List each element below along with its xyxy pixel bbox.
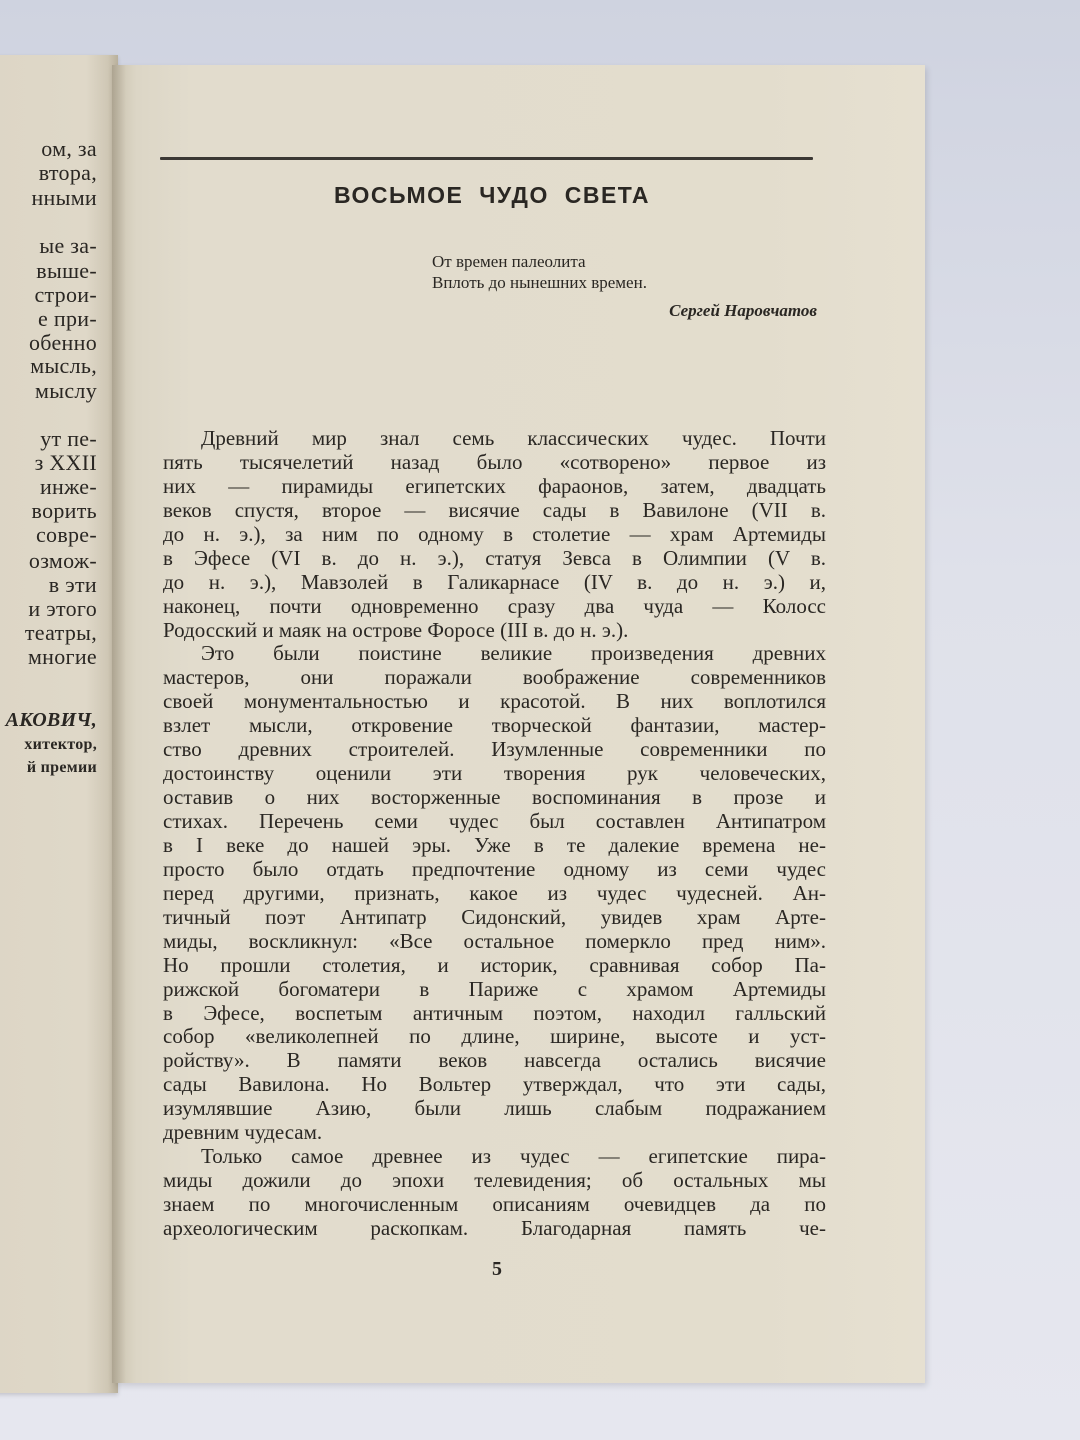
chapter-title: ВОСЬМОЕ ЧУДО СВЕТА [333,182,650,208]
body-text [163,427,826,1241]
left-page-line: й премии [26,759,97,776]
body-line: пять тысячелетий назад было «сотворено» первое из [163,449,826,474]
left-page-line: выше- [36,258,97,283]
left-page-line: з XXII [34,450,97,475]
body-line: древним чудесам. [163,1120,323,1145]
body-line: достоинству оценили эти творения рук человеческих, [163,761,826,786]
body-line: собор «великолепней по длине, ширине, высоте и уст- [163,1024,826,1049]
body-line: в Эфесе (VI в. до н. э.), статуя Зевса в Олимпии (V в. [163,545,826,570]
left-page-line: ворить [31,498,97,523]
left-page-line: ут пе- [40,426,97,451]
left-page-line: строи- [34,282,97,307]
left-page-line: хитектор, [24,736,97,753]
body-line: рижской богоматери в Париже с храмом Артемиды [163,976,826,1001]
body-line: в I веке до нашей эры. Уже в те далекие времена не- [163,832,826,857]
body-line: своей монументальностью и красотой. В них воплотился [163,689,826,714]
left-page-line: ые за- [39,233,97,258]
left-page-line: ом, за [41,136,97,161]
epigraph-line: Вплоть до нынешних времен. [432,273,647,292]
body-line: наконец, почти одновременно сразу два чуда — Колосс [163,593,826,618]
body-line: Древний мир знал семь классических чудес. Почти [201,426,826,450]
body-line: до н. э.), Мавзолей в Галикарнасе (IV в. до н. э.) и, [163,569,826,594]
body-line: взлет мысли, откровение творческой фантазии, мастер- [163,713,826,738]
body-line: перед другими, признать, какое из чудес чудесней. Ан- [163,880,826,905]
body-line: ройству». В памяти веков навсегда остались висячие [163,1048,826,1073]
body-line: просто было отдать предпочтение одному из семи чудес [163,856,826,881]
body-line: миды дожили до эпохи телевидения; об остальных мы [163,1168,826,1193]
left-page-line: АКОВИЧ, [5,709,97,731]
left-page-line: театры, [24,620,97,645]
left-page-line: совре- [35,522,97,547]
left-page-line: е при- [38,306,97,331]
body-line: в Эфесе, воспетым античным поэтом, находил галльский [163,1000,826,1025]
body-line: них — пирамиды египетских фараонов, затем, двадцать [163,473,826,498]
body-line: тичный поэт Антипатр Сидонский, увидев храм Арте- [163,904,826,929]
left-page-line: в эти [48,572,97,597]
left-page-line: нными [31,185,97,210]
body-line: ство древних строителей. Изумленные современники по [163,737,826,762]
body-line: Только самое древнее из чудес — египетские пира- [201,1144,826,1169]
left-page-line: втора, [38,160,97,185]
body-line: Родосский и маяк на острове Форосе (III в. до н. э.). [163,617,629,642]
book-gutter [112,65,126,1383]
epigraph-line: От времен палеолита [432,252,586,271]
body-line: веков спустя, второе — висячие сады в Вавилоне (VII в. [163,497,826,522]
left-page-line: и этого [28,596,97,621]
epigraph-author: Сергей Наровчатов [669,301,817,320]
body-line: Это были поистине великие произведения древних [201,641,826,666]
body-line: оставив о них восторженные воспоминания в прозе и [163,785,826,810]
body-line: мастеров, они поражали воображение современников [163,665,826,690]
header-rule [160,157,813,160]
body-line: миды, воскликнул: «Все остальное померкло пред ним». [163,928,826,953]
left-page-line: мысль, [30,353,97,378]
left-page-line: мыслу [35,378,97,403]
body-line: до н. э.), за ним по одному в столетие — храм Артемиды [163,521,826,546]
body-line: знаем по многочисленным описаниям очевидцев да по [163,1192,826,1216]
body-line: изумлявшие Азию, были лишь слабым подражанием [163,1096,826,1121]
body-line: археологическим раскопкам. Благодарная память че- [163,1215,826,1240]
left-page-line: инже- [39,474,97,499]
left-page-line: обенно [28,330,97,355]
page-number: 5 [492,1258,502,1280]
body-line: сады Вавилона. Но Вольтер утверждал, что эти сады, [163,1072,826,1097]
left-page-line: озмож- [28,548,97,573]
left-page-line: многие [27,644,97,669]
body-line: Но прошли столетия, и историк, сравнивая собор Па- [163,952,826,977]
body-line: стихах. Перечень семи чудес был составлен Антипатром [163,809,826,833]
